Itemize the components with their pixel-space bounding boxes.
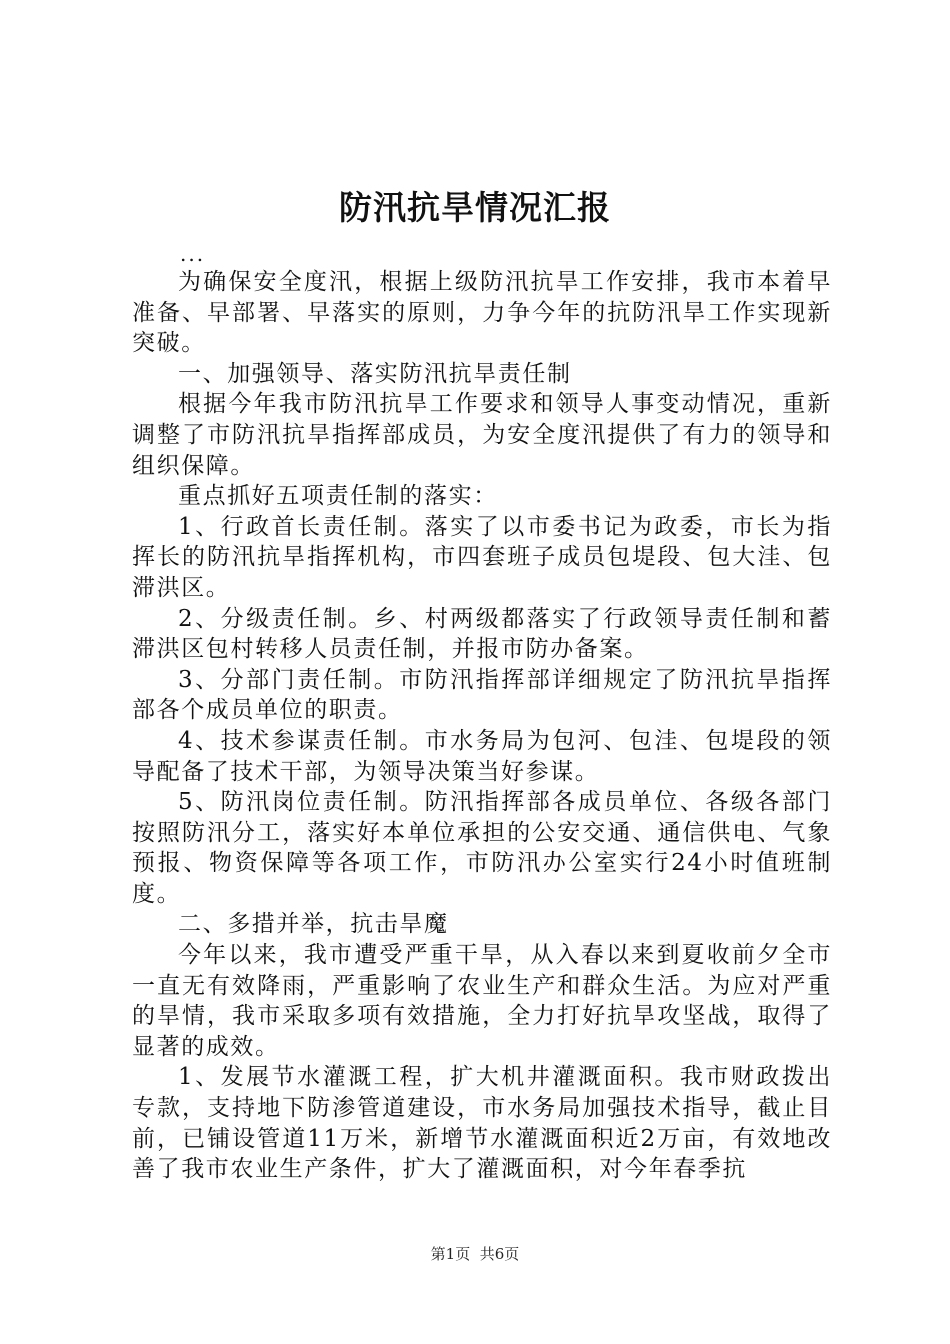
section-heading-2: 二、多措并举，抗击旱魔 bbox=[178, 911, 449, 938]
list-item: 2、分级责任制。乡、村两级都落实了行政领导责任制和蓄滞洪区包村转移人员责任制，并报市防办备案。 bbox=[132, 605, 832, 663]
document-title: 防汛抗旱情况汇报 bbox=[339, 188, 611, 227]
page-total: 共6页 bbox=[479, 1245, 520, 1263]
document-body bbox=[132, 267, 832, 1185]
paragraph-intro: 为确保安全度汛，根据上级防汛抗旱工作安排，我市本着早准备、早部署、早落实的原则，力争今年的抗防汛旱工作实现新突破。 bbox=[132, 269, 832, 357]
paragraph: 今年以来，我市遭受严重干旱，从入春以来到夏收前夕全市一直无有效降雨，严重影响了农业生产和群众生活。为应对严重的旱情，我市采取多项有效措施，全力打好抗旱攻坚战，取得了显著的成效。 bbox=[132, 942, 832, 1060]
list-item: 5、防汛岗位责任制。防汛指挥部各成员单位、各级各部门按照防汛分工，落实好本单位承担的公安交通、通信供电、气象预报、物资保障等各项工作，市防汛办公室实行24小时值班制度。 bbox=[132, 789, 832, 907]
list-item: 4、技术参谋责任制。市水务局为包河、包洼、包堤段的领导配备了技术干部，为领导决策当好参谋。 bbox=[132, 727, 832, 785]
paragraph: 重点抓好五项责任制的落实： bbox=[178, 483, 498, 510]
list-item: 3、分部门责任制。市防汛指挥部详细规定了防汛抗旱指挥部各个成员单位的职责。 bbox=[132, 666, 832, 724]
paragraph: 根据今年我市防汛抗旱工作要求和领导人事变动情况，重新调整了市防汛抗旱指挥部成员，为安全度汛提供了有力的领导和组织保障。 bbox=[132, 391, 832, 479]
list-item: 1、发展节水灌溉工程，扩大机井灌溉面积。我市财政拨出专款，支持地下防渗管道建设，市水务局加强技术指导，截止目前，已铺设管道11万米，新增节水灌溉面积近2万亩，有效地改善了我市农业生产条件，扩大了灌溉面积，对今年春季抗 bbox=[132, 1064, 832, 1183]
list-item: 1、行政首长责任制。落实了以市委书记为政委，市长为指挥长的防汛抗旱指挥机构，市四套班子成员包堤段、包大洼、包滞洪区。 bbox=[132, 513, 832, 601]
section-heading-1: 一、加强领导、落实防汛抗旱责任制 bbox=[178, 360, 572, 387]
page-footer bbox=[0, 1244, 950, 1264]
ellipsis-marker: ... bbox=[180, 242, 206, 266]
page-number: 第1页 bbox=[430, 1245, 471, 1263]
